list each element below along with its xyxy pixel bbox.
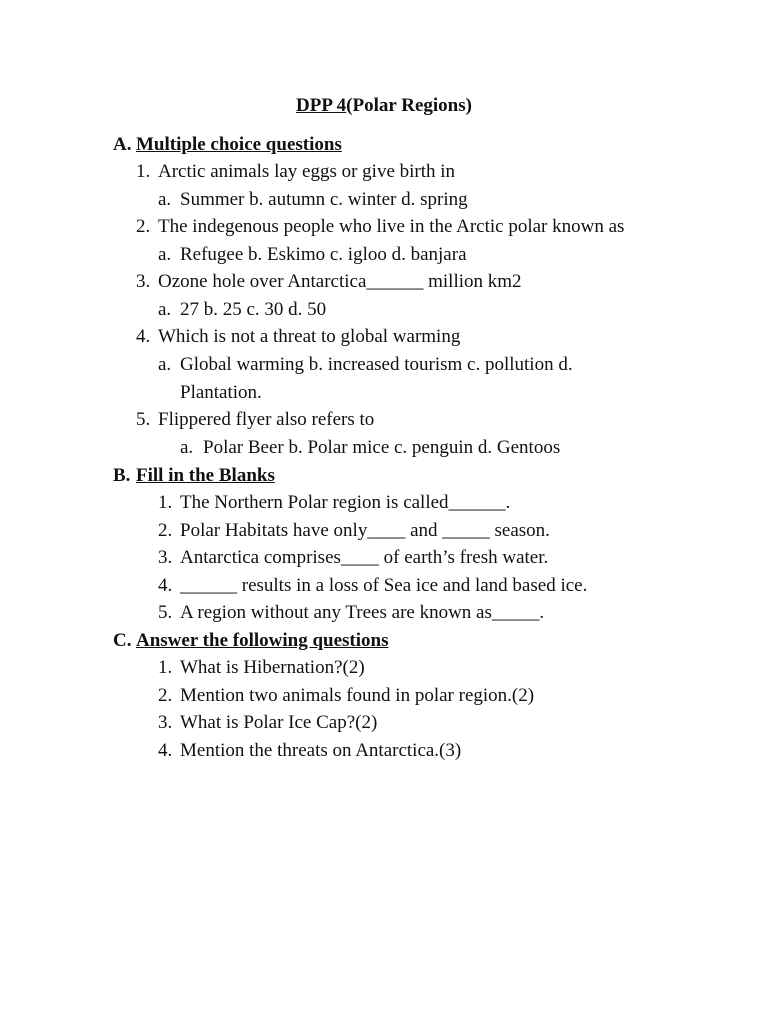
answer-3-number: 3. — [158, 712, 173, 733]
mcq-2-question: The indegenous people who live in the Arctic polar known as — [158, 216, 625, 237]
fill-4-number: 4. — [158, 575, 173, 596]
mcq-3-options: 27 b. 25 c. 30 d. 50 — [180, 299, 327, 320]
mcq-2-number: 2. — [136, 216, 151, 237]
title-subject: (Polar Regions) — [346, 95, 472, 116]
fill-3-text: Antarctica comprises____ of earth’s fresh water. — [180, 547, 549, 568]
mcq-1-question: Arctic animals lay eggs or give birth in — [158, 161, 456, 182]
section-b-title: Fill in the Blanks — [136, 465, 275, 486]
section-c-title: Answer the following questions — [136, 630, 389, 651]
fill-1-number: 1. — [158, 492, 173, 513]
answer-2-number: 2. — [158, 685, 173, 706]
fill-4-text: ______ results in a loss of Sea ice and land based ice. — [180, 575, 588, 596]
mcq-3-option-label: a. — [158, 299, 172, 320]
fill-1-text: The Northern Polar region is called______. — [180, 492, 511, 513]
mcq-5-option-label: a. — [180, 437, 194, 458]
answer-1-text: What is Hibernation?(2) — [180, 657, 365, 678]
answer-1-number: 1. — [158, 657, 173, 678]
fill-5-number: 5. — [158, 602, 173, 623]
fill-5-text: A region without any Trees are known as_____. — [180, 602, 545, 623]
mcq-1-number: 1. — [136, 161, 151, 182]
mcq-2-options: Refugee b. Eskimo c. igloo d. banjara — [180, 244, 467, 265]
mcq-5-options: Polar Beer b. Polar mice c. penguin d. Gentoos — [203, 437, 561, 458]
mcq-4-option-label: a. — [158, 354, 172, 375]
answer-4-text: Mention the threats on Antarctica.(3) — [180, 740, 462, 761]
page-title — [0, 96, 768, 115]
mcq-5-number: 5. — [136, 409, 151, 430]
title-code: DPP 4 — [296, 95, 347, 116]
section-b-letter: B. — [113, 465, 131, 486]
mcq-4-number: 4. — [136, 326, 151, 347]
section-a-title: Multiple choice questions — [136, 134, 342, 155]
mcq-1-options: Summer b. autumn c. winter d. spring — [180, 189, 468, 210]
mcq-2-option-label: a. — [158, 244, 172, 265]
mcq-1-option-label: a. — [158, 189, 172, 210]
mcq-4-options: Global warming b. increased tourism c. pollution d. — [180, 354, 573, 375]
fill-2-text: Polar Habitats have only____ and _____ season. — [180, 520, 550, 541]
mcq-4-question: Which is not a threat to global warming — [158, 326, 461, 347]
section-a-letter: A. — [113, 134, 132, 155]
mcq-4-options-continued: Plantation. — [180, 382, 262, 403]
mcq-5-question: Flippered flyer also refers to — [158, 409, 375, 430]
fill-3-number: 3. — [158, 547, 173, 568]
answer-2-text: Mention two animals found in polar region.(2) — [180, 685, 535, 706]
mcq-3-number: 3. — [136, 271, 151, 292]
answer-4-number: 4. — [158, 740, 173, 761]
section-c-letter: C. — [113, 630, 132, 651]
answer-3-text: What is Polar Ice Cap?(2) — [180, 712, 378, 733]
mcq-3-question: Ozone hole over Antarctica______ million km2 — [158, 271, 522, 292]
fill-2-number: 2. — [158, 520, 173, 541]
